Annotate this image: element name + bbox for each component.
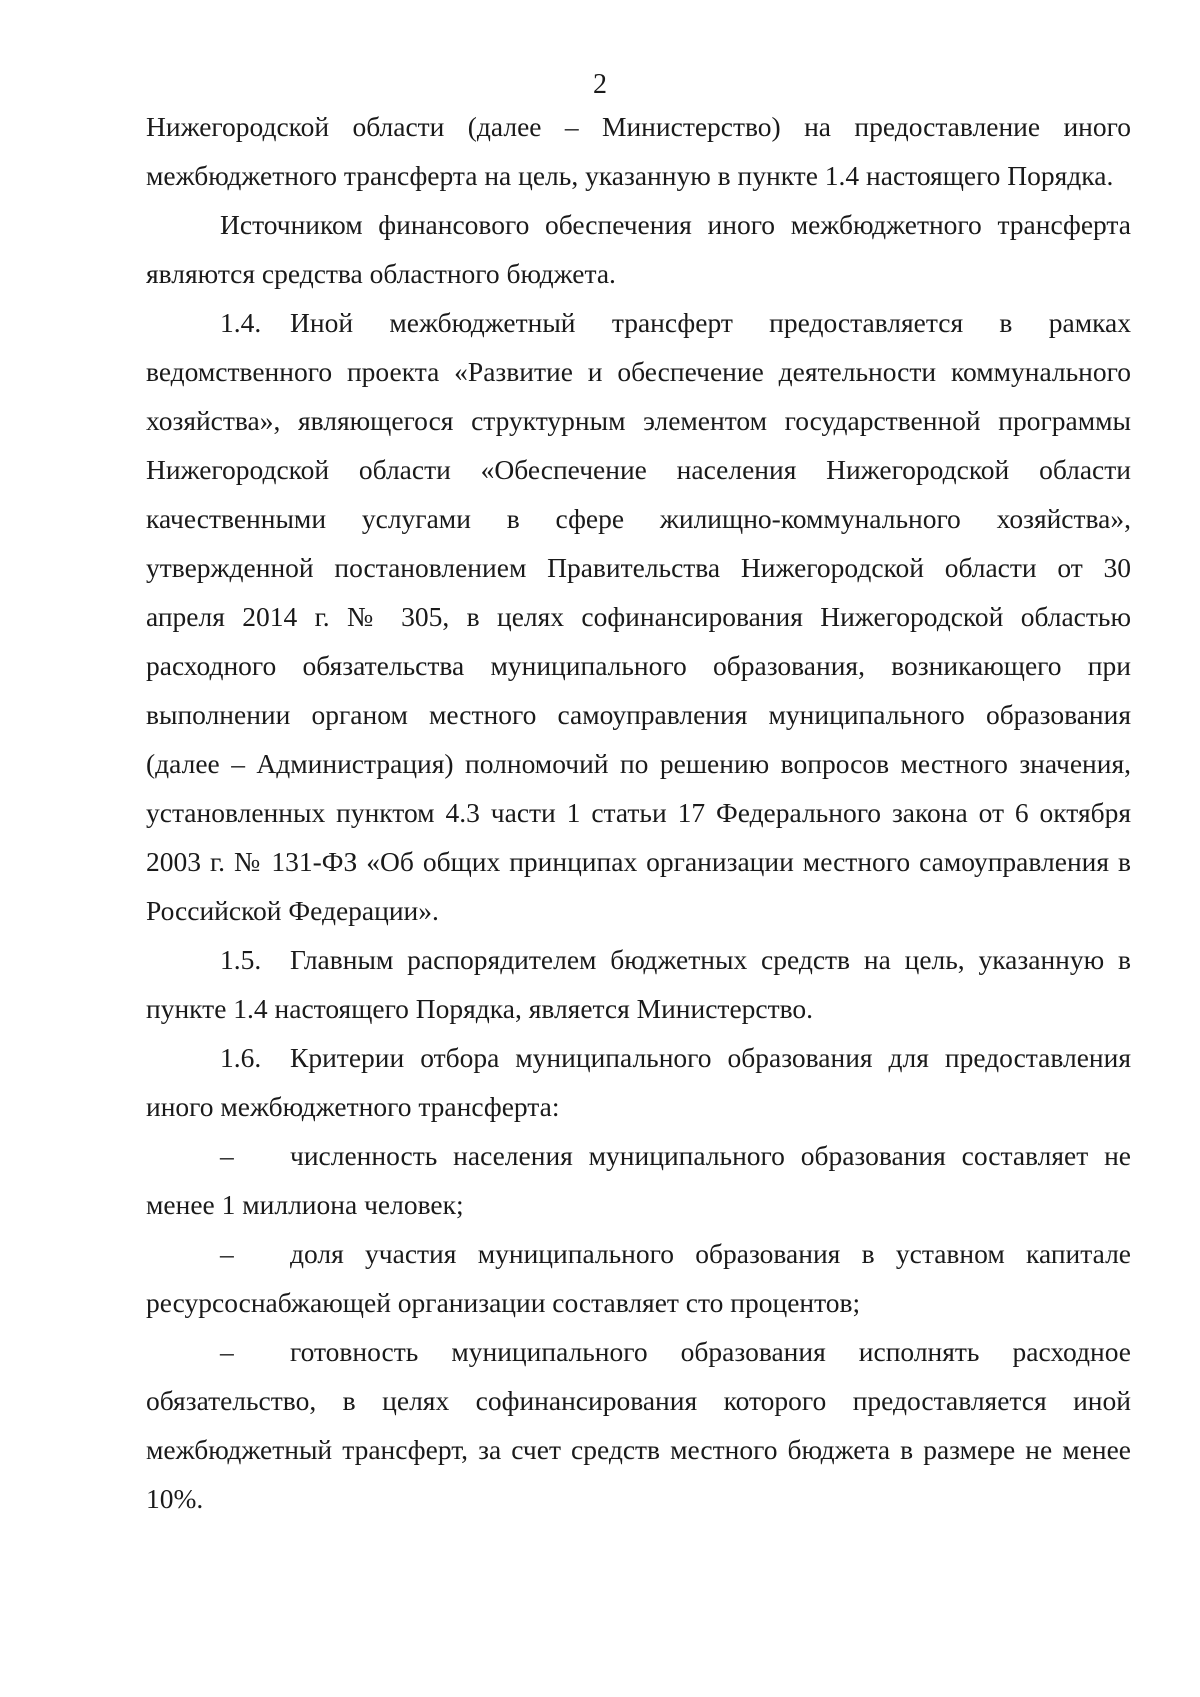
criterion-text: численность населения муниципального образования составляет не менее 1 миллиона человек; — [146, 1140, 1131, 1220]
clause-text: Главным распорядителем бюджетных средств на цель, указанную в пункте 1.4 настоящего Порядка, является Министерство. — [146, 944, 1131, 1024]
clause-text: Критерии отбора муниципального образования для предоставления иного межбюджетного трансферта: — [146, 1042, 1131, 1122]
criterion-capital-share — [146, 1229, 1131, 1327]
paragraph-1-4 — [146, 298, 1131, 935]
dash-marker: – — [220, 1238, 234, 1269]
clause-number: 1.4. — [220, 307, 262, 338]
paragraph-continuation: Нижегородской области (далее – Министерство) на предоставление иного межбюджетного трансферта на цель, указанную в пункте 1.4 настоящего Порядка. — [146, 111, 1131, 191]
document-body — [146, 102, 1131, 1523]
dash-marker: – — [220, 1140, 234, 1171]
criterion-population — [146, 1131, 1131, 1229]
page-number: 2 — [593, 69, 607, 100]
criterion-readiness — [146, 1327, 1131, 1523]
criterion-text: доля участия муниципального образования в уставном капитале ресурсоснабжающей организации составляет сто процентов; — [146, 1238, 1131, 1318]
clause-text: Иной межбюджетный трансферт предоставляется в рамках ведомственного проекта «Развитие и обеспечение деятельности коммунального хозяйства», являющегося структурным элементом государственной программы Нижегородской области «Обеспечение населения Нижегородской области качественными услугами в сфере жилищно-коммунального хозяйства», утвержденной постановлением Правительства Нижегородской области от 30 апреля 2014 г. № 305, в целях софинансирования Нижегородской областью расходного обязательства муниципального образования, возникающего при выполнении органом местного самоуправления муниципального образования (далее – Администрация) полномочий по решению вопросов местного значения, установленных пунктом 4.3 части 1 статьи 17 Федерального закона от 6 октября 2003 г. № 131-ФЗ «Об общих принципах организации местного самоуправления в Российской Федерации». — [146, 307, 1131, 926]
clause-number: 1.6. — [220, 1042, 262, 1073]
paragraph-1-6 — [146, 1033, 1131, 1131]
paragraph-funding-source: Источником финансового обеспечения иного межбюджетного трансферта являются средства областного бюджета. — [146, 209, 1131, 289]
dash-marker: – — [220, 1336, 234, 1367]
clause-number: 1.5. — [220, 944, 262, 975]
paragraph-1-5 — [146, 935, 1131, 1033]
criterion-text: готовность муниципального образования исполнять расходное обязательство, в целях софинансирования которого предоставляется иной межбюджетный трансферт, за счет средств местного бюджета в размере не менее 10%. — [146, 1336, 1131, 1514]
